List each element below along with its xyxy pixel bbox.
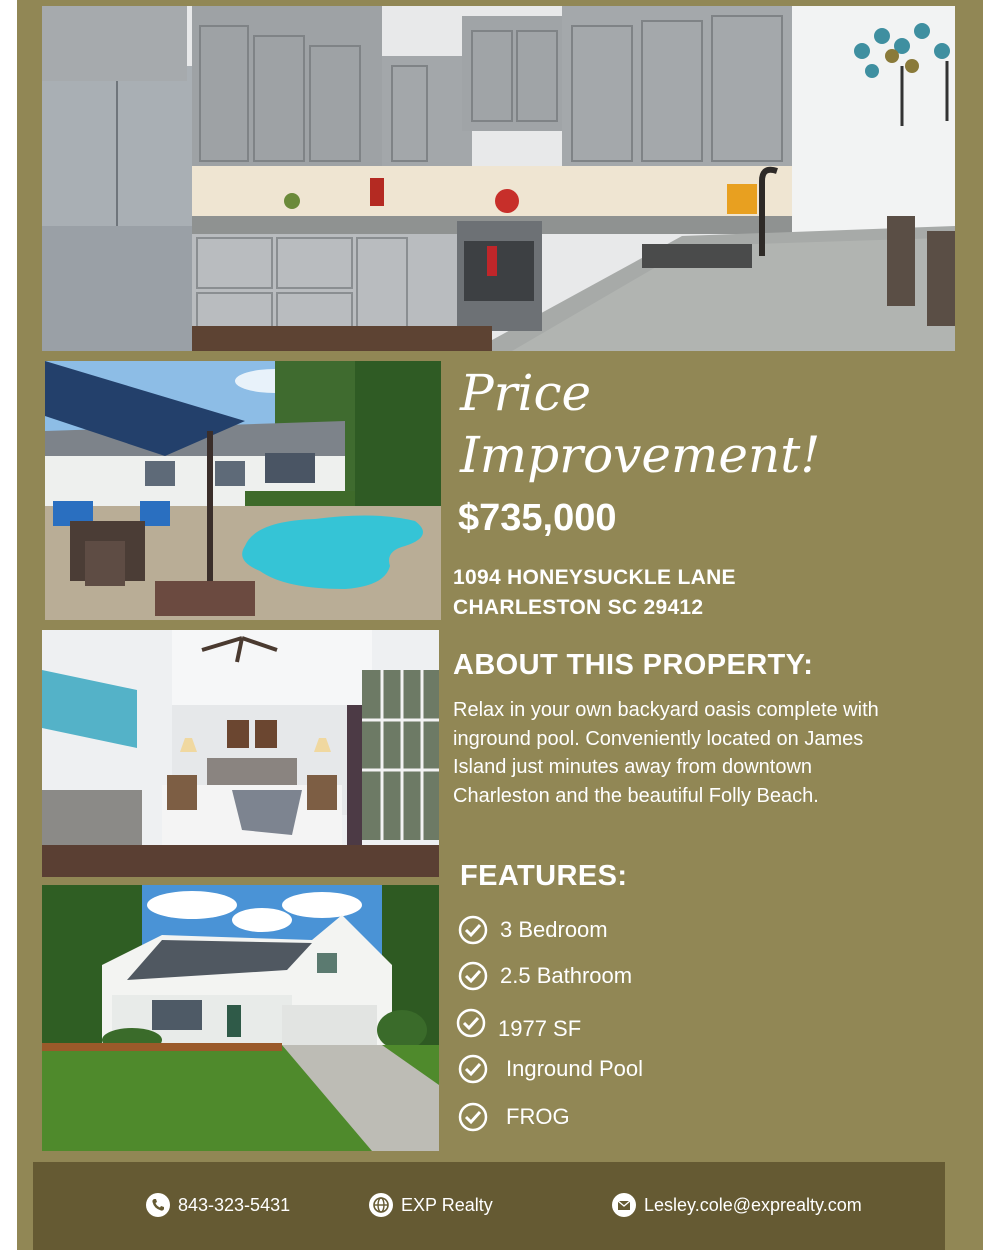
check-circle-icon — [458, 1102, 488, 1132]
price: $735,000 — [458, 497, 617, 539]
phone-number: 843-323-5431 — [178, 1194, 291, 1215]
about-text: Relax in your own backyard oasis complete with inground pool. Conveniently located on James Island just minutes away from downtown Charleston and the beautiful Folly Beach. — [453, 699, 879, 807]
bedroom-photo — [42, 630, 439, 877]
address-line-2: CHARLESTON SC 29412 — [453, 596, 704, 619]
about-heading: ABOUT THIS PROPERTY: — [453, 649, 814, 681]
feature-label: 2.5 Bathroom — [500, 963, 633, 988]
feature-item — [458, 915, 608, 945]
address-line-1: 1094 HONEYSUCKLE LANE — [453, 566, 736, 589]
email-icon — [612, 1193, 636, 1217]
phone-icon — [146, 1193, 170, 1217]
globe-icon — [369, 1193, 393, 1217]
check-circle-icon — [458, 1054, 488, 1084]
features-heading: FEATURES: — [460, 860, 628, 892]
address — [453, 563, 736, 623]
contact-email[interactable] — [612, 1193, 862, 1217]
feature-item — [458, 961, 632, 991]
house-exterior-photo — [42, 885, 439, 1151]
feature-label: Inground Pool — [506, 1056, 643, 1081]
check-circle-icon — [458, 961, 488, 991]
feature-item — [458, 1054, 643, 1084]
email-address: Lesley.cole@exprealty.com — [644, 1194, 862, 1215]
contact-phone[interactable] — [146, 1193, 290, 1217]
feature-item — [458, 1102, 570, 1132]
check-circle-icon — [456, 1008, 486, 1038]
headline: Price Improvement! — [460, 364, 821, 484]
contact-company[interactable] — [369, 1193, 493, 1217]
feature-item — [456, 1008, 582, 1041]
check-circle-icon — [458, 915, 488, 945]
backyard-pool-photo — [45, 361, 441, 620]
feature-label: 3 Bedroom — [500, 917, 608, 942]
kitchen-photo — [42, 6, 955, 351]
company-name: EXP Realty — [401, 1194, 493, 1215]
feature-label: 1977 SF — [498, 1016, 582, 1041]
feature-label: FROG — [506, 1104, 570, 1129]
